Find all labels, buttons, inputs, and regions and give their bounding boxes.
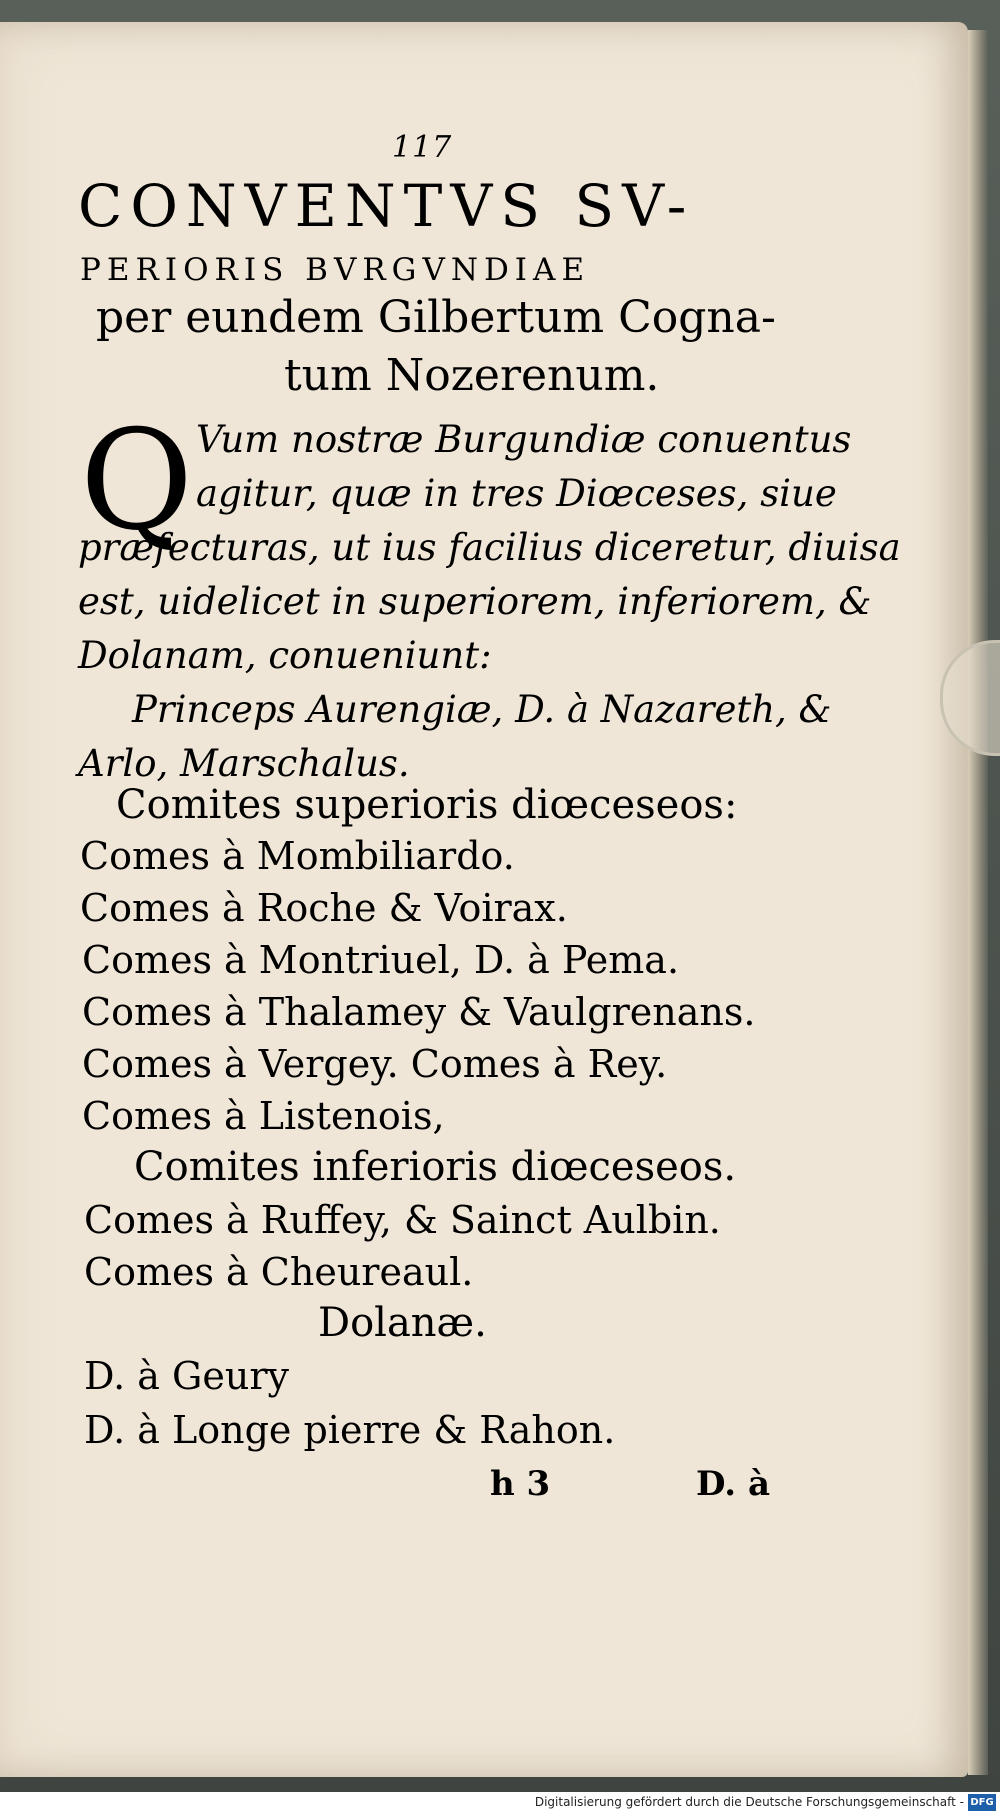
superior-line-2: Comes à Roche & Voirax. bbox=[80, 886, 568, 930]
dfg-logo-icon: DFG bbox=[968, 1794, 996, 1811]
inferior-line-2: Comes à Cheureaul. bbox=[84, 1250, 474, 1294]
heading-inferior: Comites inferioris diœceseos. bbox=[134, 1144, 737, 1190]
paragraph-line-4: est, uidelicet in superiorem, inferiorem, & bbox=[78, 580, 872, 623]
title-line-4: tum Nozerenum. bbox=[284, 350, 660, 401]
heading-superior: Comites superioris diœceseos: bbox=[116, 782, 738, 828]
page-number: 117 bbox=[392, 130, 453, 165]
title-line-3: per eundem Gilbertum Cogna- bbox=[96, 292, 776, 343]
page-edge bbox=[968, 30, 988, 1775]
paragraph-line-2: agitur, quæ in tres Diœceses, siue bbox=[196, 472, 837, 515]
superior-line-6: Comes à Listenois, bbox=[82, 1094, 445, 1138]
digitization-footer bbox=[0, 1792, 1000, 1817]
inferior-line-1: Comes à Ruffey, & Sainct Aulbin. bbox=[84, 1198, 721, 1242]
paragraph-line-3: præfecturas, ut ius facilius diceretur, diuisa bbox=[78, 526, 901, 569]
heading-dolanae: Dolanæ. bbox=[318, 1300, 487, 1346]
dolanae-line-2: D. à Longe pierre & Rahon. bbox=[84, 1408, 616, 1452]
superior-line-5: Comes à Vergey. Comes à Rey. bbox=[82, 1042, 668, 1086]
title-line-1: CONVENTVS SV- bbox=[78, 172, 695, 240]
paragraph-line-5: Dolanam, conueniunt: bbox=[78, 634, 492, 677]
catchword: D. à bbox=[696, 1464, 770, 1504]
paragraph-line-1: Vum nostræ Burgundiæ conuentus bbox=[196, 418, 852, 461]
drop-cap: Q bbox=[80, 400, 194, 561]
dolanae-line-1: D. à Geury bbox=[84, 1354, 289, 1398]
superior-line-3: Comes à Montriuel, D. à Pema. bbox=[82, 938, 680, 982]
footer-credit: Digitalisierung gefördert durch die Deutsche Forschungsgemeinschaft - bbox=[534, 1795, 964, 1809]
princeps-line-1: Princeps Aurengiæ, D. à Nazareth, & bbox=[132, 688, 832, 731]
title-line-2: PERIORIS BVRGVNDIAE bbox=[80, 252, 591, 288]
signature-mark: h 3 bbox=[490, 1464, 551, 1504]
superior-line-4: Comes à Thalamey & Vaulgrenans. bbox=[82, 990, 756, 1034]
superior-line-1: Comes à Mombiliardo. bbox=[80, 834, 515, 878]
princeps-line-2: Arlo, Marschalus. bbox=[78, 742, 410, 785]
